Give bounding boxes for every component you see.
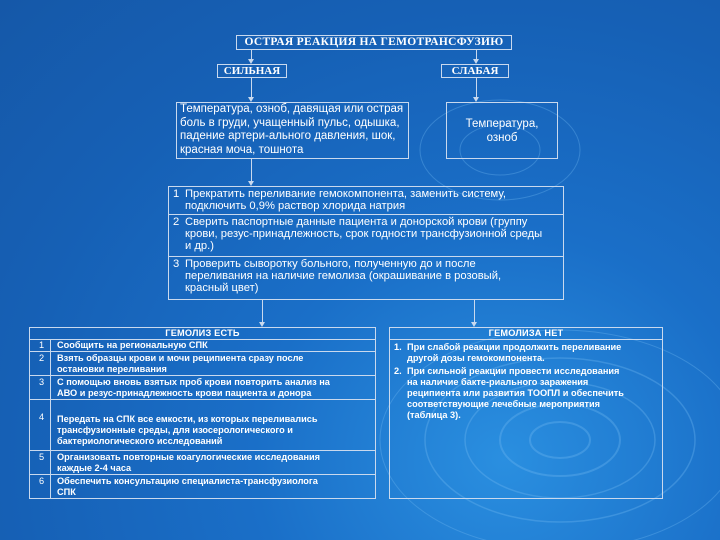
row-number: 1	[39, 340, 45, 350]
step-line: красный цвет)	[185, 282, 259, 294]
step-text	[185, 258, 559, 294]
hemolysis-yes-table	[29, 327, 376, 499]
step-line: переливания на наличие гемолиза (окрашивание в розовый,	[185, 270, 502, 282]
step-line: Проверить сыворотку больного, полученную до и после	[185, 258, 476, 270]
row-text	[57, 353, 371, 375]
step-number: 3	[173, 258, 180, 270]
step-number: 2	[173, 216, 180, 228]
hemolysis-yes-header: ГЕМОЛИЗ ЕСТЬ	[30, 328, 375, 340]
row-line: трансфузионные среды, для изосерологического и	[57, 425, 293, 435]
row-text	[57, 377, 371, 399]
table-row	[30, 451, 375, 475]
item-line: (таблица 3).	[407, 410, 461, 420]
row-line: Сообщить на региональную СПК	[57, 340, 208, 350]
step-line: Сверить паспортные данные пациента и донорской крови (группу	[185, 216, 528, 228]
table-row	[30, 400, 375, 451]
item-text	[407, 342, 658, 364]
table-row	[30, 475, 375, 499]
table-row	[30, 376, 375, 400]
row-line: Обеспечить консультацию специалиста-трансфузиолога	[57, 476, 318, 486]
item-line: соответствующие лечебные мероприятия	[407, 399, 601, 409]
strong-symptoms-line: боль в груди, учащенный пульс, одышка,	[180, 116, 400, 129]
hemolysis-no-table	[389, 327, 663, 499]
weak-symptoms-line: Температура,	[465, 118, 539, 130]
row-line: остановки переливания	[57, 364, 167, 374]
row-text	[57, 414, 371, 447]
row-line: бактериологического исследований	[57, 436, 223, 446]
row-text	[57, 340, 371, 351]
row-number: 6	[39, 476, 45, 486]
row-text	[57, 452, 371, 474]
item-number: 2.	[394, 366, 402, 376]
arrow-to-weak	[476, 50, 477, 60]
arrow-weak-symptoms	[476, 78, 477, 98]
action-steps	[168, 186, 564, 300]
row-number: 2	[39, 353, 45, 363]
arrow-to-steps	[251, 159, 252, 182]
step-number: 1	[173, 188, 180, 200]
row-line: СПК	[57, 487, 76, 497]
item-line: другой дозы гемокомпонента.	[407, 353, 545, 363]
row-line: Взять образцы крови и мочи реципиента сразу после	[57, 353, 304, 363]
row-line: Передать на СПК все емкости, из которых переливались	[57, 414, 318, 424]
step-line: крови, резус-принадлежность, срок годности трансфузионной среды	[185, 228, 543, 240]
item-text	[407, 366, 658, 421]
item-number: 1.	[394, 342, 402, 352]
item-line: При сильной реакции провести исследования	[407, 366, 620, 376]
row-line: Организовать повторные коагулогические исследования	[57, 452, 321, 462]
table-row	[30, 352, 375, 376]
step-3	[169, 257, 563, 299]
step-text	[185, 188, 559, 212]
weak-symptoms-line: озноб	[486, 131, 518, 144]
item-line: При слабой реакции продолжить переливание	[407, 342, 622, 352]
item-line: на наличие бакте-риального заражения	[407, 377, 589, 387]
strong-symptoms-line: красная моча, тошнота	[180, 144, 304, 157]
row-number: 5	[39, 452, 45, 462]
page-title: ОСТРАЯ РЕАКЦИЯ НА ГЕМОТРАНСФУЗИЮ	[236, 35, 512, 50]
row-number: 3	[39, 377, 45, 387]
row-line: каждые 2-4 часа	[57, 463, 132, 473]
table-row	[30, 339, 375, 352]
item-line: реципиента или развития ТООПЛ и обеспечить	[407, 388, 624, 398]
strong-symptoms	[176, 102, 409, 159]
strong-symptoms-line: падение артери-ального давления, шок,	[180, 130, 396, 143]
arrow-to-strong	[251, 50, 252, 60]
severity-strong: СИЛЬНАЯ	[217, 64, 287, 78]
step-2	[169, 215, 563, 257]
step-1	[169, 187, 563, 215]
strong-symptoms-line: Температура, озноб, давящая или острая	[180, 103, 404, 115]
row-line: АВО и резус-принадлежность крови пациента и донора	[57, 388, 312, 398]
weak-symptoms	[446, 102, 558, 159]
row-text	[57, 476, 371, 498]
step-line: подключить 0,9% раствор хлорида натрия	[185, 200, 406, 212]
severity-weak: СЛАБАЯ	[441, 64, 509, 78]
arrow-strong-symptoms	[251, 78, 252, 98]
step-text	[185, 216, 559, 252]
step-line: Прекратить переливание гемокомпонента, заменить систему,	[185, 188, 506, 200]
arrow-to-hemolysis-no	[474, 300, 475, 323]
row-number: 4	[39, 412, 45, 422]
step-line: и др.)	[185, 240, 214, 252]
row-line: С помощью вновь взятых проб крови повторить анализ на	[57, 377, 330, 387]
hemolysis-no-header: ГЕМОЛИЗА НЕТ	[390, 328, 662, 340]
arrow-to-hemolysis-yes	[262, 300, 263, 323]
